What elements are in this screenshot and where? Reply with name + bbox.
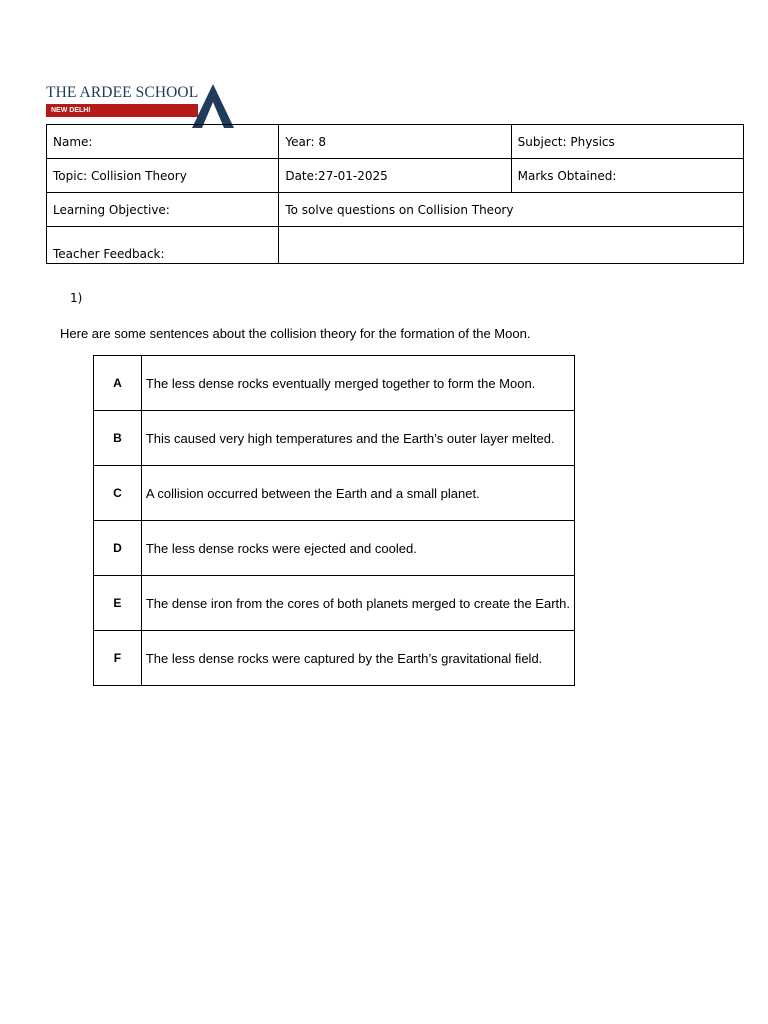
statement-row (94, 466, 575, 521)
statement-text: The dense iron from the cores of both planets merged to create the Earth. (141, 576, 574, 631)
statement-letter: D (94, 521, 142, 576)
school-logo (46, 84, 236, 128)
topic-field: Topic: Collision Theory (47, 159, 279, 193)
question-number: 1) (70, 291, 83, 305)
statements-table (93, 355, 575, 686)
year-field: Year: 8 (279, 125, 511, 159)
objective-label: Learning Objective: (47, 193, 279, 227)
statement-row (94, 576, 575, 631)
date-field: Date:27-01-2025 (279, 159, 511, 193)
statement-row (94, 631, 575, 686)
info-row-objective (47, 193, 744, 227)
statement-letter: C (94, 466, 142, 521)
school-name: THE ARDEE SCHOOL (46, 84, 199, 101)
logo-location-bar (46, 104, 198, 117)
statement-text: The less dense rocks were ejected and cooled. (141, 521, 574, 576)
info-row-1 (47, 125, 744, 159)
statement-letter: F (94, 631, 142, 686)
question-intro: Here are some sentences about the collision theory for the formation of the Moon. (60, 326, 531, 341)
statement-row (94, 411, 575, 466)
statement-text: The less dense rocks eventually merged together to form the Moon. (141, 356, 574, 411)
subject-field: Subject: Physics (511, 125, 743, 159)
logo-a-mark-icon (192, 84, 234, 128)
objective-value: To solve questions on Collision Theory (279, 193, 744, 227)
info-row-feedback (47, 227, 744, 264)
statement-row (94, 521, 575, 576)
statement-letter: A (94, 356, 142, 411)
school-location: NEW DELHI (51, 107, 91, 114)
statement-letter: B (94, 411, 142, 466)
info-row-2 (47, 159, 744, 193)
statement-letter: E (94, 576, 142, 631)
feedback-value[interactable] (279, 227, 744, 264)
statement-row (94, 356, 575, 411)
student-info-table (46, 124, 744, 264)
statement-text: This caused very high temperatures and the Earth’s outer layer melted. (141, 411, 574, 466)
marks-field[interactable]: Marks Obtained: (511, 159, 743, 193)
statement-text: A collision occurred between the Earth and a small planet. (141, 466, 574, 521)
name-field[interactable]: Name: (47, 125, 279, 159)
feedback-label: Teacher Feedback: (47, 227, 279, 264)
statement-text: The less dense rocks were captured by the Earth’s gravitational field. (141, 631, 574, 686)
